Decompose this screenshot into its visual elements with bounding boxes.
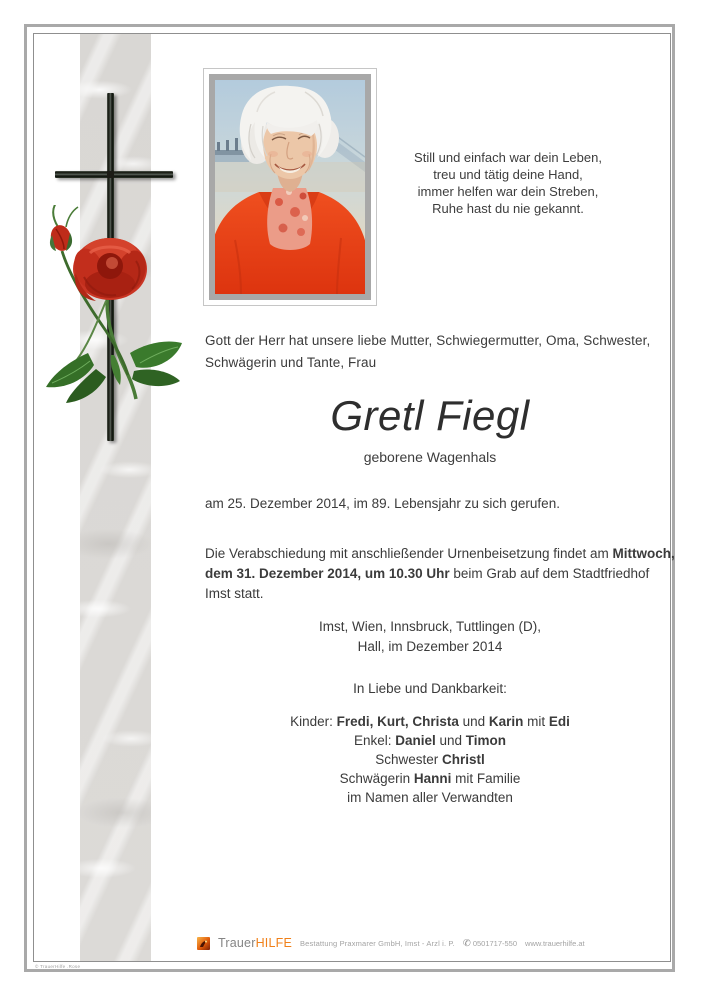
text-line: Schwägerin und Tante, Frau bbox=[205, 354, 377, 370]
text-segment: Edi bbox=[548, 714, 570, 729]
text-segment: Schwägerin bbox=[339, 771, 414, 786]
text-line bbox=[155, 750, 705, 769]
text-segment: beim Grab auf dem Stadtfriedhof bbox=[449, 566, 650, 581]
company-info: Bestattung Praxmarer GmbH, Imst - Arzl i. P. bbox=[300, 938, 455, 948]
maiden-name: geborene Wagenhals bbox=[363, 449, 497, 465]
text-segment: und bbox=[458, 714, 489, 729]
text-line: treu und tätig deine Hand, bbox=[433, 167, 583, 182]
trauerhilfe-logo-icon bbox=[197, 937, 210, 950]
brand-part-gray: Trauer bbox=[218, 936, 256, 950]
motif-copyright: © TrauerHilfe .Rose bbox=[35, 964, 81, 969]
text-segment: Schwester bbox=[375, 752, 442, 767]
death-line: am 25. Dezember 2014, im 89. Lebensjahr zu sich gerufen. bbox=[205, 496, 560, 511]
funeral-info bbox=[205, 544, 675, 604]
family-list bbox=[155, 712, 705, 807]
website-url: www.trauerhilfe.at bbox=[525, 938, 585, 948]
text-line bbox=[155, 712, 705, 731]
text-segment: mit bbox=[523, 714, 549, 729]
portrait-frame bbox=[203, 68, 377, 306]
footer bbox=[197, 935, 585, 951]
text-line bbox=[155, 731, 705, 750]
text-line bbox=[205, 584, 675, 604]
text-line: Gott der Herr hat unsere liebe Mutter, Schwiegermutter, Oma, Schwester, bbox=[205, 333, 651, 348]
rose-motif bbox=[38, 205, 193, 405]
text-segment: Fredi, Kurt, Christa bbox=[336, 714, 459, 729]
deceased-name: Gretl Fiegl bbox=[330, 392, 530, 439]
text-line: Hall, im Dezember 2014 bbox=[357, 638, 503, 654]
memorial-poem bbox=[393, 149, 623, 217]
text-segment: Timon bbox=[465, 733, 507, 748]
phone-number bbox=[463, 938, 517, 949]
funeral-home-logo bbox=[218, 936, 292, 950]
text-line bbox=[205, 564, 675, 584]
text-line bbox=[155, 769, 705, 788]
phone-icon: ✆ bbox=[462, 937, 471, 949]
intro-text bbox=[205, 330, 670, 373]
portrait-mat bbox=[209, 74, 371, 300]
text-segment: Karin bbox=[488, 714, 524, 729]
text-segment: Enkel: bbox=[353, 733, 396, 748]
text-line: immer helfen war dein Streben, bbox=[417, 184, 599, 199]
text-segment: Daniel bbox=[395, 733, 436, 748]
text-segment: dem 31. Dezember 2014, um 10.30 Uhr bbox=[205, 566, 450, 581]
text-line: Imst, Wien, Innsbruck, Tuttlingen (D), bbox=[318, 619, 542, 634]
text-segment: Hanni bbox=[413, 771, 452, 786]
text-segment: und bbox=[435, 733, 466, 748]
text-line: Ruhe hast du nie gekannt. bbox=[432, 201, 584, 216]
text-segment: Mittwoch, bbox=[612, 546, 675, 561]
text-segment: Kinder: bbox=[290, 714, 337, 729]
text-segment: im Namen aller Verwandten bbox=[347, 790, 513, 805]
text-segment: mit Familie bbox=[451, 771, 521, 786]
brand-part-orange: HILFE bbox=[255, 936, 292, 950]
text-segment: Christl bbox=[442, 752, 485, 767]
text-segment: Die Verabschiedung mit anschließender Urnenbeisetzung findet am bbox=[205, 546, 613, 561]
text-line bbox=[155, 788, 705, 807]
portrait-photo bbox=[215, 80, 365, 294]
places-line bbox=[180, 617, 680, 656]
phone-digits: 0501717-550 bbox=[472, 938, 518, 948]
text-line: Still und einfach war dein Leben, bbox=[414, 150, 602, 165]
text-segment: Imst statt. bbox=[205, 586, 264, 601]
gratitude-line: In Liebe und Dankbarkeit: bbox=[353, 681, 507, 696]
text-line bbox=[205, 544, 675, 564]
